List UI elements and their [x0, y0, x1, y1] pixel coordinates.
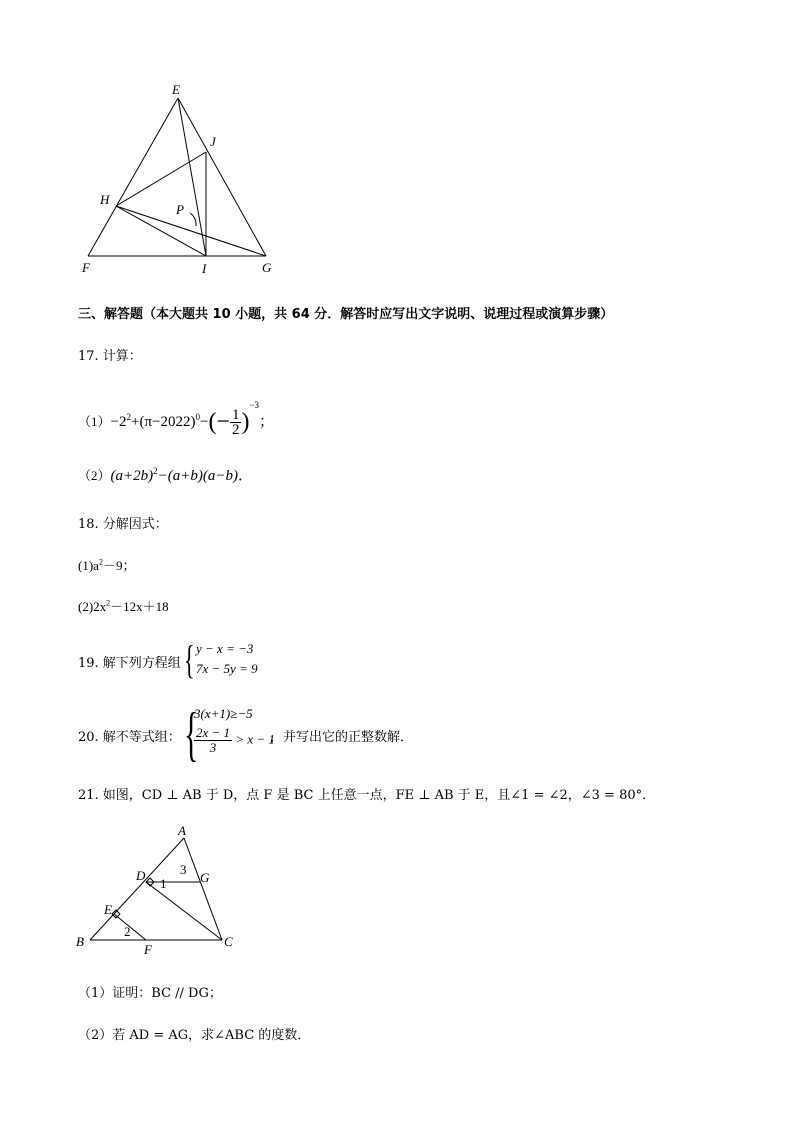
q17-part1: $(1)-2^2+(\pi-2022)^0-(-$ $\frac{1}{2}$ )$^{-3}$；	[78, 400, 275, 439]
q20-title: 20. 解不等式组：	[78, 730, 181, 745]
label-f: F	[82, 260, 90, 275]
label-angle-3: 3	[180, 862, 187, 877]
q20-brace: {	[184, 701, 199, 767]
label-g2: G	[200, 870, 210, 885]
q19-eq2: 7x − 5y = 9	[196, 661, 258, 676]
label-h: H	[100, 192, 110, 207]
label-d: D	[136, 868, 146, 883]
q19-title: 19. 解下列方程组	[78, 656, 181, 671]
q20-tail: ，并写出它的正整数解．	[270, 730, 414, 745]
q20-eq2: $\frac{2x - 1}{3}$ > x − 1	[196, 725, 275, 755]
q17-title: 17. 计算：	[78, 349, 142, 364]
label-b: B	[76, 934, 84, 949]
q17-fraction: $\frac{1}{2}$	[231, 407, 240, 439]
q18-part2: $(2)2x^2-12x+18$	[78, 598, 169, 614]
label-c: C	[224, 934, 233, 949]
figure-triangle-abc	[70, 820, 250, 960]
label-e: E	[172, 82, 180, 97]
q21-part1: （1）证明：BC // DG；	[78, 986, 222, 1001]
q18-title: 18. 分解因式：	[78, 517, 168, 532]
label-f2: F	[144, 942, 152, 957]
label-angle-2: 2	[124, 924, 131, 939]
q17-part2: $(2)(a+2b)^2-(a+b)(a-b)$．	[78, 466, 254, 484]
label-a: A	[178, 823, 186, 838]
label-g: G	[262, 260, 272, 275]
q21-title: 21. 如图，CD ⊥ AB 于 D，点 F 是 BC 上任意一点，FE ⊥ AB 于 E，且∠1 = ∠2，∠3 = 80°．	[78, 788, 656, 803]
figure-triangle-efg	[70, 80, 290, 280]
q19-eq1: y − x = −3	[196, 641, 254, 656]
q20-eq1: 3(x+1)≥−5	[194, 706, 253, 721]
q21-part2: （2）若 AD = AG，求∠ABC 的度数．	[78, 1028, 311, 1043]
label-i: I	[202, 261, 207, 276]
label-angle-1: 1	[160, 876, 167, 891]
section-heading: 三、解答题（本大题共 10 小题，共 64 分．解答时应写出文字说明、说理过程或演算步骤）	[78, 307, 614, 322]
q18-part1: $(1)a^2-9$；	[78, 557, 136, 573]
label-j: J	[210, 134, 216, 149]
q19-brace: {	[184, 637, 195, 682]
label-e2: E	[104, 902, 112, 917]
label-p: P	[176, 202, 184, 217]
